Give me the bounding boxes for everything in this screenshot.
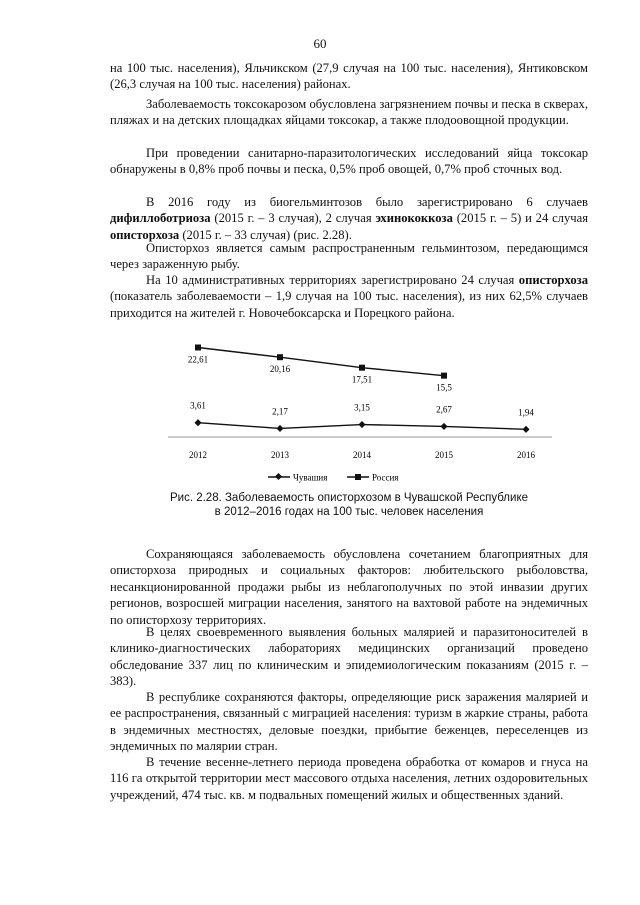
data-label: 3,15 bbox=[354, 402, 370, 413]
paragraph-7: Сохраняющаяся заболеваемость обусловлена сочетанием благоприятных для описторхоза природных и социальных факторов: любительского рыболовства, несанкционированной продажи рыбы из неблагополучных по этой инвазии других регионов, возросшей миграции населения, занятого на вахтовой работе на эндемичных по описторхозу территориях. bbox=[110, 547, 588, 627]
data-label: 2,17 bbox=[272, 406, 288, 417]
paragraph-6 bbox=[110, 272, 588, 321]
data-point-0 bbox=[440, 423, 447, 430]
paragraph-5: Описторхоз является самым распространенным гельминтозом, передающимся через зараженную рыбу. bbox=[110, 241, 588, 272]
plot-area bbox=[188, 345, 536, 460]
legend-label-russia: Россия bbox=[372, 472, 399, 483]
p4-text-1: В 2016 году из биогельминтозов было зарегистрировано 6 случаев bbox=[146, 195, 588, 209]
x-tick-label: 2015 bbox=[435, 450, 453, 460]
data-point-1 bbox=[195, 345, 201, 351]
x-tick-label: 2012 bbox=[189, 450, 207, 460]
data-point-0 bbox=[276, 425, 283, 432]
p6-text-2: (показатель заболеваемости – 1,9 случая на 100 тыс. населения), из них 62,5% случаев приходится на жителей г. Новочебоксарска и Порецкого района. bbox=[110, 289, 588, 320]
paragraph-8: В целях своевременного выявления больных малярией и паразитоносителей в клинико-диагностических лабораториях медицинских организаций проведено обследование 337 лиц по клиническим и эпидемиологическим показаниям (2015 г. – 383). bbox=[110, 625, 588, 689]
p4-text-4: (2015 г. – 33 случая) (рис. 2.28). bbox=[179, 227, 352, 242]
term-echinococcosis: эхинококкоза bbox=[375, 211, 453, 226]
data-label: 15,5 bbox=[436, 382, 452, 393]
paragraph-1: на 100 тыс. населения), Яльчикском (27,9 случая на 100 тыс. населения), Янтиковском (26,3 случая на 100 тыс. населения) районах. bbox=[110, 61, 588, 92]
data-label: 2,67 bbox=[436, 404, 452, 415]
x-tick-label: 2013 bbox=[271, 450, 289, 460]
chart-legend bbox=[268, 473, 398, 483]
p4-text-3: (2015 г. – 5) и 24 случая bbox=[452, 211, 588, 226]
term-opisthorchiasis-2: описторхоза bbox=[518, 273, 588, 287]
legend-marker-russia bbox=[355, 474, 361, 480]
paragraph-10: В течение весенне-летнего периода проведена обработка от комаров и гнуса на 116 га открытой территории мест массового отдыха населения, летних оздоровительных учреждений, 474 тыс. кв. м подвальных помещений жилых и общественных зданий. bbox=[110, 755, 588, 802]
figure-caption bbox=[110, 491, 588, 519]
p4-text-2: (2015 г. – 3 случая), 2 случая bbox=[210, 211, 376, 226]
series-line-1 bbox=[198, 348, 444, 376]
paragraph-4 bbox=[110, 194, 588, 243]
paragraph-2: Заболеваемость токсокарозом обусловлена загрязнением почвы и песка в скверах, пляжах и на детских площадках яйцами токсокар, а также плодоовощной продукции. bbox=[110, 97, 588, 128]
legend-marker-chuvashia bbox=[275, 473, 282, 480]
paragraph-3: При проведении санитарно-паразитологических исследований яйца токсокар обнаружены в 0,8% проб почвы и песка, 0,5% проб овощей, 0,7% проб сточных вод. bbox=[110, 146, 588, 177]
data-label: 17,51 bbox=[351, 374, 373, 385]
x-tick-label: 2016 bbox=[517, 450, 535, 460]
x-tick-label: 2014 bbox=[353, 450, 371, 460]
p6-text-1: На 10 административных территориях зарегистрировано 24 случая bbox=[146, 273, 519, 287]
data-label: 20,16 bbox=[269, 364, 291, 375]
caption-line-1: Рис. 2.28. Заболеваемость описторхозом в Чувашской Республике bbox=[169, 492, 528, 504]
data-point-1 bbox=[359, 365, 365, 371]
data-point-0 bbox=[358, 421, 365, 428]
data-point-0 bbox=[522, 426, 529, 433]
data-label: 1,94 bbox=[518, 407, 534, 418]
caption-line-2: в 2012–2016 годах на 100 тыс. человек населения bbox=[214, 506, 484, 518]
data-point-1 bbox=[441, 373, 447, 379]
data-point-0 bbox=[194, 419, 201, 426]
term-diphyllobothriasis: дифиллоботриоза bbox=[110, 211, 211, 226]
data-label: 3,61 bbox=[190, 400, 206, 411]
page-number: 60 bbox=[313, 36, 327, 51]
line-chart bbox=[160, 332, 560, 487]
legend-label-chuvashia: Чувашия bbox=[293, 472, 328, 483]
paragraph-9: В республике сохраняются факторы, определяющие риск заражения малярией и ее распространения, связанный с миграцией населения: туризм в жаркие страны, работа в эндемичных местностях, деловые поездки, прибытие беженцев, переселенцев из эндемичных по малярии стран. bbox=[110, 690, 588, 754]
term-opisthorchiasis: описторхоза bbox=[110, 227, 180, 242]
data-point-1 bbox=[277, 354, 283, 360]
data-label: 22,61 bbox=[187, 354, 209, 365]
